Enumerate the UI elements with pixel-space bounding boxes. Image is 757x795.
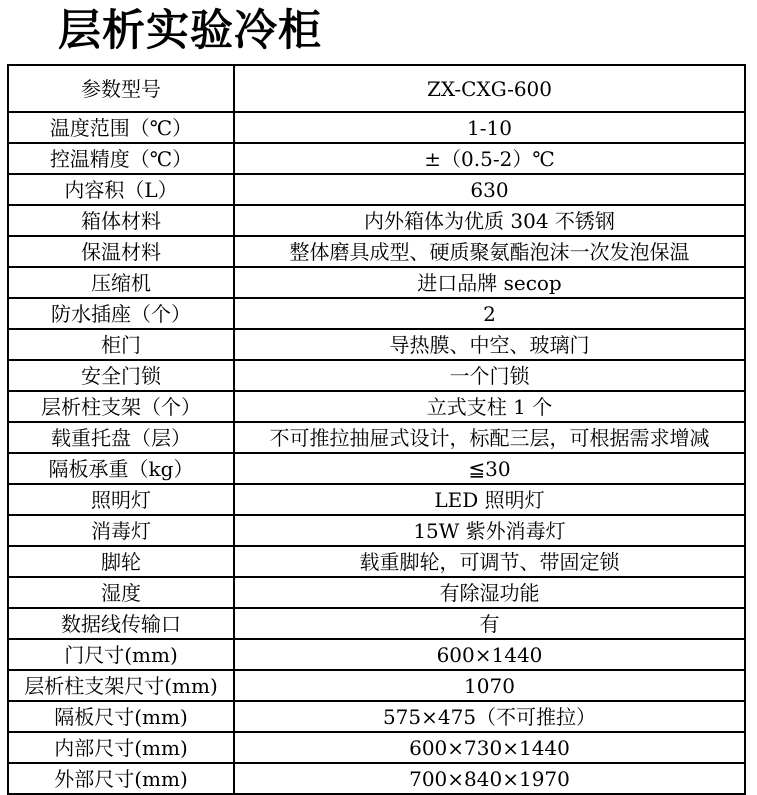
table-row — [8, 143, 745, 174]
spec-label: 外部尺寸(mm) — [8, 763, 234, 794]
spec-table-body — [8, 65, 745, 794]
spec-value: 575×475（不可推拉） — [234, 701, 745, 732]
spec-label: 层析柱支架尺寸(mm) — [8, 670, 234, 701]
spec-value: ≦30 — [234, 453, 745, 484]
spec-label: 柜门 — [8, 329, 234, 360]
page-title: 层析实验冷柜 — [58, 6, 322, 56]
spec-value: 1-10 — [234, 112, 745, 143]
table-row — [8, 236, 745, 267]
spec-value: 600×1440 — [234, 639, 745, 670]
spec-value: 载重脚轮，可调节、带固定锁 — [234, 546, 745, 577]
table-row — [8, 546, 745, 577]
spec-value: 进口品牌 secop — [234, 267, 745, 298]
table-row — [8, 205, 745, 236]
spec-value: ±（0.5-2）℃ — [234, 143, 745, 174]
spec-label: 层析柱支架（个） — [8, 391, 234, 422]
spec-value: 内外箱体为优质 304 不锈钢 — [234, 205, 745, 236]
spec-value: LED 照明灯 — [234, 484, 745, 515]
table-row — [8, 763, 745, 794]
table-row — [8, 484, 745, 515]
table-row — [8, 267, 745, 298]
spec-value: 有除湿功能 — [234, 577, 745, 608]
spec-value: 630 — [234, 174, 745, 205]
spec-value: 整体磨具成型、硬质聚氨酯泡沫一次发泡保温 — [234, 236, 745, 267]
table-row — [8, 701, 745, 732]
spec-value: 有 — [234, 608, 745, 639]
table-row — [8, 329, 745, 360]
table-row — [8, 422, 745, 453]
spec-label: 防水插座（个） — [8, 298, 234, 329]
spec-label: 内容积（L） — [8, 174, 234, 205]
spec-table — [7, 64, 746, 795]
spec-value: 不可推拉抽屉式设计，标配三层，可根据需求增减 — [234, 422, 745, 453]
spec-value: 1070 — [234, 670, 745, 701]
table-row — [8, 360, 745, 391]
spec-label: 压缩机 — [8, 267, 234, 298]
spec-value: 导热膜、中空、玻璃门 — [234, 329, 745, 360]
table-row — [8, 608, 745, 639]
spec-label: 脚轮 — [8, 546, 234, 577]
table-row — [8, 453, 745, 484]
spec-value: 2 — [234, 298, 745, 329]
spec-label: 照明灯 — [8, 484, 234, 515]
table-row — [8, 639, 745, 670]
spec-label: 内部尺寸(mm) — [8, 732, 234, 763]
spec-label: 湿度 — [8, 577, 234, 608]
spec-value: 立式支柱 1 个 — [234, 391, 745, 422]
spec-label: 消毒灯 — [8, 515, 234, 546]
table-row — [8, 577, 745, 608]
spec-label: 保温材料 — [8, 236, 234, 267]
table-row — [8, 732, 745, 763]
spec-label: 安全门锁 — [8, 360, 234, 391]
spec-value: 一个门锁 — [234, 360, 745, 391]
table-row — [8, 112, 745, 143]
spec-value: 15W 紫外消毒灯 — [234, 515, 745, 546]
spec-label: 箱体材料 — [8, 205, 234, 236]
table-row — [8, 174, 745, 205]
spec-value: 600×730×1440 — [234, 732, 745, 763]
spec-label: 隔板承重（kg） — [8, 453, 234, 484]
spec-label: 温度范围（℃） — [8, 112, 234, 143]
spec-label: 参数型号 — [8, 65, 234, 112]
spec-value: 700×840×1970 — [234, 763, 745, 794]
table-row — [8, 65, 745, 112]
spec-label: 控温精度（℃） — [8, 143, 234, 174]
table-row — [8, 670, 745, 701]
spec-label: 载重托盘（层） — [8, 422, 234, 453]
table-row — [8, 515, 745, 546]
spec-value: ZX-CXG-600 — [234, 65, 745, 112]
spec-label: 门尺寸(mm) — [8, 639, 234, 670]
spec-label: 隔板尺寸(mm) — [8, 701, 234, 732]
spec-label: 数据线传输口 — [8, 608, 234, 639]
table-row — [8, 391, 745, 422]
table-row — [8, 298, 745, 329]
